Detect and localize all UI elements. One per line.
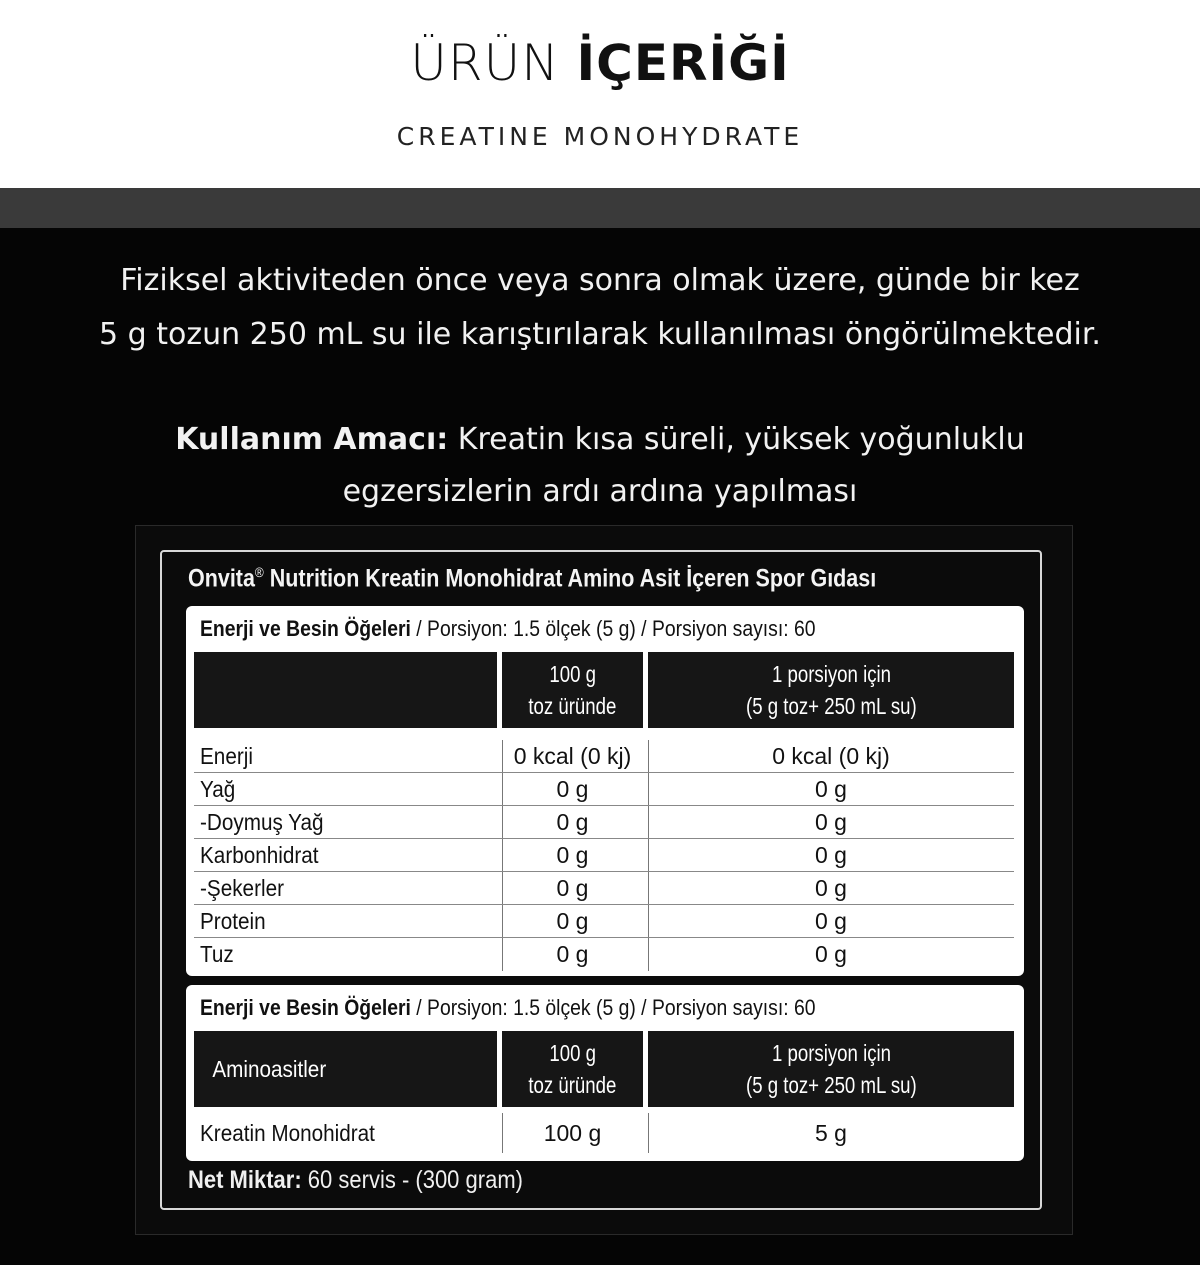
usage-line-2: 5 g tozun 250 mL su ile karıştırılarak kullanılması öngörülmektedir. xyxy=(99,317,1101,352)
table-row xyxy=(186,806,1024,839)
label-title-rest: Nutrition Kreatin Monohidrat Amino Asit İçeren Spor Gıdası xyxy=(269,564,877,593)
row-name: Protein xyxy=(200,908,266,934)
column-header-100g xyxy=(502,1031,643,1107)
row-per100: 0 g xyxy=(556,776,589,802)
row-portion: 0 g xyxy=(815,809,847,835)
usage-description xyxy=(20,254,1180,362)
table-row xyxy=(186,1117,1024,1150)
nutrition-rows xyxy=(186,740,1024,971)
column-header-portion-text xyxy=(736,1037,926,1101)
row-portion: 0 g xyxy=(815,875,847,901)
column-header-portion-text xyxy=(736,658,926,722)
row-portion: 0 g xyxy=(815,941,847,967)
row-name: Tuz xyxy=(200,941,234,967)
purpose-label: Kullanım Amacı: xyxy=(175,422,449,457)
brand-name: Onvita xyxy=(188,564,255,593)
row-name: Kreatin Monohidrat xyxy=(200,1120,375,1146)
row-portion: 0 kcal (0 kj) xyxy=(772,743,890,769)
row-name: -Doymuş Yağ xyxy=(200,809,324,835)
column-header-portion xyxy=(648,1031,1014,1107)
table-row xyxy=(186,938,1024,971)
row-portion: 0 g xyxy=(815,908,847,934)
column-header-100g-line2: toz üründe xyxy=(528,1072,617,1098)
page-title xyxy=(0,34,1200,92)
row-per100: 0 g xyxy=(556,875,589,901)
table-row xyxy=(186,740,1024,773)
table-row xyxy=(186,773,1024,806)
row-per100: 0 g xyxy=(556,908,589,934)
panel-heading-rest: / Porsiyon: 1.5 ölçek (5 g) / Porsiyon sayısı: 60 xyxy=(410,616,816,641)
header-section xyxy=(0,0,1200,188)
column-header-100g xyxy=(502,652,643,728)
row-per100: 0 g xyxy=(556,842,589,868)
panel-heading xyxy=(200,995,816,1021)
aminoacid-rows xyxy=(186,1117,1024,1150)
panel-heading-bold: Enerji ve Besin Öğeleri xyxy=(200,616,411,641)
aminoacid-panel xyxy=(186,985,1024,1161)
purpose-block xyxy=(20,414,1180,518)
row-portion: 0 g xyxy=(815,776,847,802)
net-amount xyxy=(188,1166,523,1195)
column-header-100g-text xyxy=(524,1037,622,1101)
column-header-100g-line1: 100 g xyxy=(549,661,596,687)
column-header-100g-text xyxy=(524,658,622,722)
row-per100: 0 kcal (0 kj) xyxy=(513,743,632,769)
divider-band xyxy=(0,188,1200,228)
column-header-100g-line1: 100 g xyxy=(549,1040,596,1066)
column-header-name xyxy=(194,1031,497,1107)
row-per100: 0 g xyxy=(556,809,589,835)
title-bold: İÇERİĞİ xyxy=(576,34,790,92)
table-row xyxy=(186,905,1024,938)
label-title xyxy=(188,564,876,593)
title-light: ÜRÜN xyxy=(410,34,560,92)
row-name: Enerji xyxy=(200,743,253,769)
column-header-100g-line2: toz üründe xyxy=(528,693,617,719)
row-name: Karbonhidrat xyxy=(200,842,319,868)
purpose-text-1: Kreatin kısa süreli, yüksek yoğunluklu xyxy=(457,422,1025,457)
row-per100: 0 g xyxy=(556,941,589,967)
purpose-text-2: egzersizlerin ardı ardına yapılması xyxy=(342,474,858,509)
column-header-portion-line2: (5 g toz+ 250 mL su) xyxy=(745,1072,917,1098)
row-portion: 5 g xyxy=(815,1120,847,1146)
table-row xyxy=(186,839,1024,872)
column-header-name xyxy=(194,652,497,728)
panel-heading xyxy=(200,616,816,642)
page-subtitle: CREATINE MONOHYDRATE xyxy=(396,122,804,151)
row-name: Yağ xyxy=(200,776,236,802)
usage-line-1: Fiziksel aktiviteden önce veya sonra olmak üzere, günde bir kez xyxy=(120,263,1080,298)
purpose-line-1 xyxy=(20,414,1180,466)
nutrition-panel xyxy=(186,606,1024,976)
net-amount-value: 60 servis - (300 gram) xyxy=(307,1166,523,1194)
row-portion: 0 g xyxy=(815,842,847,868)
column-header-name-text: Aminoasitler xyxy=(212,1056,327,1082)
registered-mark: ® xyxy=(254,564,264,580)
net-amount-label: Net Miktar: xyxy=(188,1166,302,1194)
panel-heading-rest: / Porsiyon: 1.5 ölçek (5 g) / Porsiyon sayısı: 60 xyxy=(410,995,816,1020)
column-header-portion-line1: 1 porsiyon için xyxy=(771,661,891,687)
column-header-portion-line2: (5 g toz+ 250 mL su) xyxy=(745,693,917,719)
row-name: -Şekerler xyxy=(200,875,284,901)
row-per100: 100 g xyxy=(543,1120,602,1146)
panel-heading-bold: Enerji ve Besin Öğeleri xyxy=(200,995,411,1020)
table-row xyxy=(186,872,1024,905)
column-header-portion xyxy=(648,652,1014,728)
column-header-portion-line1: 1 porsiyon için xyxy=(771,1040,891,1066)
